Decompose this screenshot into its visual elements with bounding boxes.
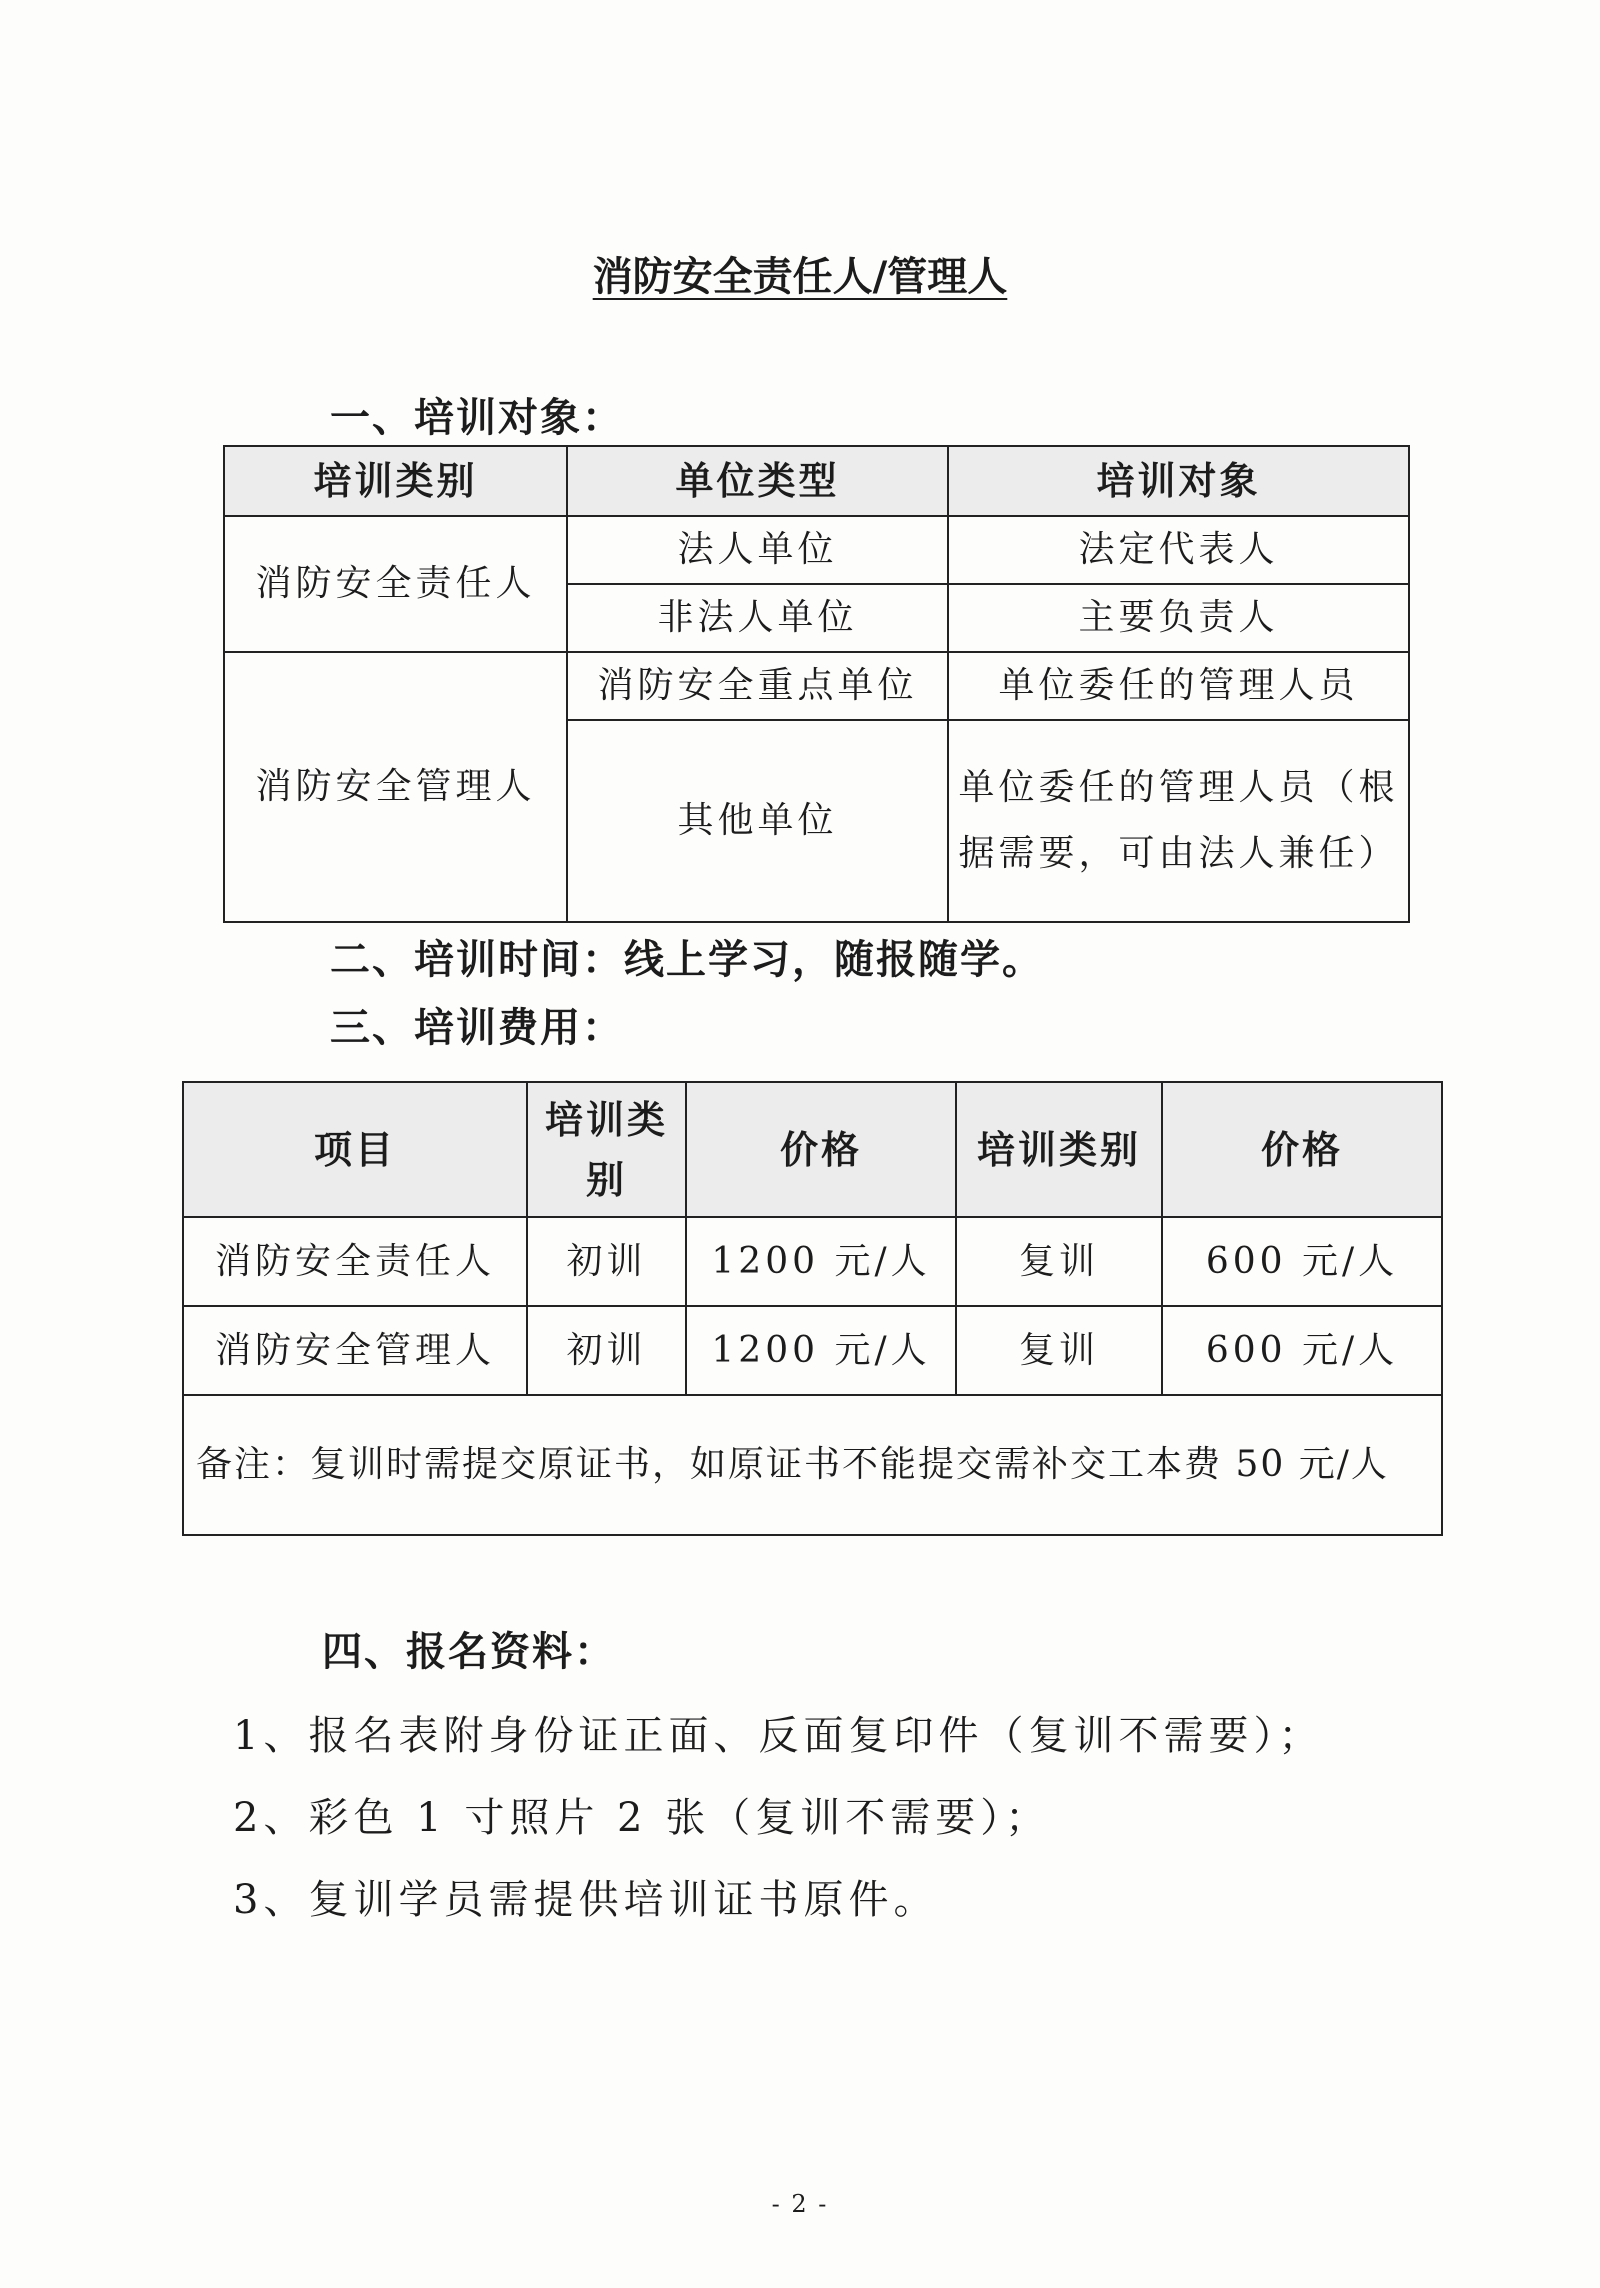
section-4-heading: 四、报名资料：: [322, 1629, 616, 1675]
unit-type-cell: 其他单位: [567, 720, 948, 922]
table-row: [224, 516, 1409, 584]
table-header-cell: 培训类别: [224, 446, 567, 516]
training-category-cell: 消防安全管理人: [224, 652, 567, 922]
page-number: - 2 -: [771, 2190, 829, 2218]
document-title-text: 消防安全责任人/管理人: [592, 254, 1008, 300]
list-item: 3、复训学员需提供培训证书原件。: [233, 1877, 939, 1923]
unit-type-cell: 非法人单位: [567, 584, 948, 652]
project-cell: 消防安全责任人: [183, 1217, 527, 1306]
training-target-cell: 单位委任的管理人员: [948, 652, 1409, 720]
training-target-cell: 主要负责人: [948, 584, 1409, 652]
training-type-cell: 复训: [956, 1306, 1162, 1395]
price-cell: 600 元/人: [1162, 1217, 1442, 1306]
project-cell: 消防安全管理人: [183, 1306, 527, 1395]
training-fee-table: [182, 1081, 1443, 1536]
unit-type-cell: 法人单位: [567, 516, 948, 584]
table-row: [183, 1395, 1442, 1535]
training-target-table: [223, 445, 1410, 923]
unit-type-cell: 消防安全重点单位: [567, 652, 948, 720]
list-item: 2、彩色 1 寸照片 2 张（复训不需要）；: [233, 1795, 1051, 1841]
table-header-cell: 培训对象: [948, 446, 1409, 516]
section-1-heading: 一、培训对象：: [330, 395, 624, 441]
training-category-cell: 消防安全责任人: [224, 516, 567, 652]
table-header-cell: 价格: [686, 1082, 956, 1217]
section-2-heading: 二、培训时间：线上学习，随报随学。: [330, 937, 1044, 983]
table-header-cell: 培训类别: [956, 1082, 1162, 1217]
training-type-cell: 复训: [956, 1217, 1162, 1306]
price-cell: 1200 元/人: [686, 1217, 956, 1306]
training-type-cell: 初训: [527, 1217, 686, 1306]
table-row: [183, 1217, 1442, 1306]
table-header-cell: 培训类别: [527, 1082, 686, 1217]
training-target-cell: 单位委任的管理人员（根据需要，可由法人兼任）: [948, 720, 1409, 922]
list-item: 1、报名表附身份证正面、反面复印件（复训不需要）；: [233, 1713, 1324, 1759]
table-row: [183, 1306, 1442, 1395]
price-cell: 1200 元/人: [686, 1306, 956, 1395]
training-target-cell: 法定代表人: [948, 516, 1409, 584]
table-header-cell: 项目: [183, 1082, 527, 1217]
table-header-row: [183, 1082, 1442, 1217]
table-header-cell: 单位类型: [567, 446, 948, 516]
training-type-cell: 初训: [527, 1306, 686, 1395]
document-title: [0, 248, 1600, 306]
fee-note-cell: 备注：复训时需提交原证书，如原证书不能提交需补交工本费 50 元/人: [183, 1395, 1442, 1535]
table-header-cell: 价格: [1162, 1082, 1442, 1217]
section-3-heading: 三、培训费用：: [330, 1005, 624, 1051]
table-header-row: [224, 446, 1409, 516]
price-cell: 600 元/人: [1162, 1306, 1442, 1395]
table-row: [224, 652, 1409, 720]
